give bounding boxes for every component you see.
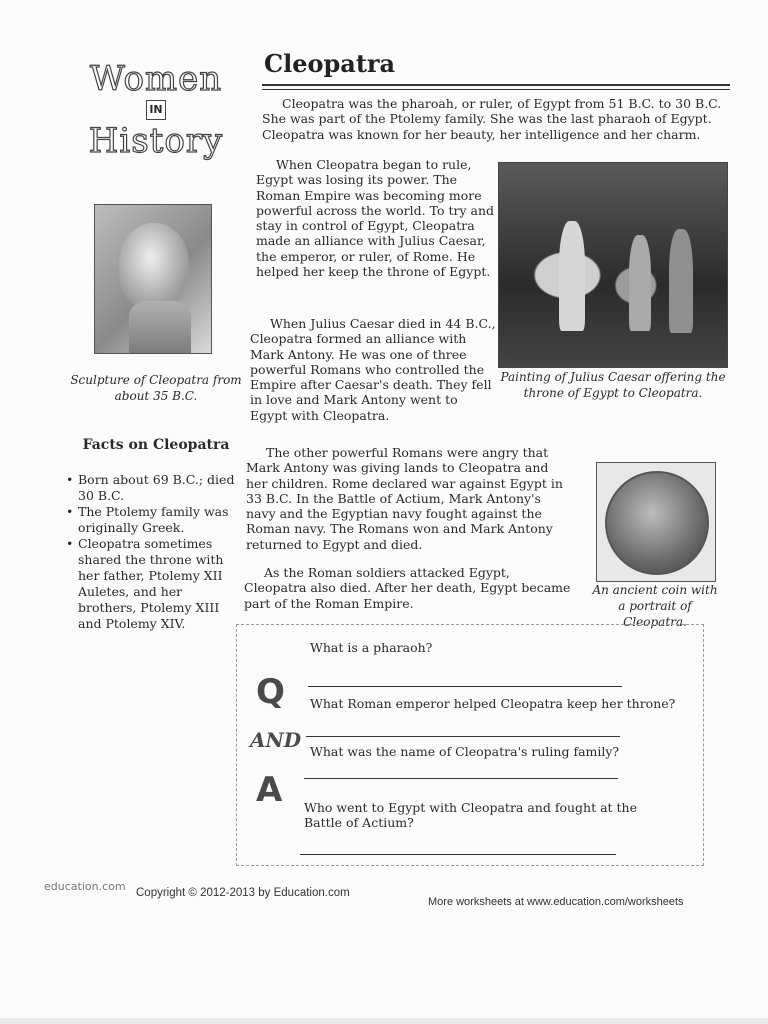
article-paragraph-5: As the Roman soldiers attacked Egypt, Cleopatra also died. After her death, Egypt became part of the Roman Empire. xyxy=(244,565,571,611)
copyright-text: Copyright © 2012-2013 by Education.com xyxy=(136,887,350,899)
sculpture-caption: Sculpture of Cleopatra from about 35 B.C. xyxy=(70,373,242,403)
article-paragraph-2: When Cleopatra began to rule, Egypt was losing its power. The Roman Empire was becoming more powerful across the world. To try and stay in control of Egypt, Cleopatra made an alliance with Julius Caesar, the emperor, or ruler, of Rome. He helped her keep the throne of Egypt. xyxy=(256,157,495,280)
question-3: What was the name of Cleopatra's ruling family? xyxy=(310,744,620,759)
question-1: What is a pharaoh? xyxy=(310,640,433,655)
logo-word-in: IN xyxy=(146,100,166,120)
women-in-history-logo xyxy=(70,60,242,160)
answer-line-2[interactable] xyxy=(306,736,620,737)
title-divider xyxy=(262,84,730,90)
facts-list xyxy=(66,472,236,632)
question-2: What Roman emperor helped Cleopatra keep her throne? xyxy=(310,696,676,711)
article-paragraph-4: The other powerful Romans were angry that Mark Antony was giving lands to Cleopatra and her children. Rome declared war against Egypt in 33 B.C. In the Battle of Actium, Mark Antony's navy and the Egyptian navy fought against the Roman navy. The Romans won and Mark Antony returned to Egypt and died. xyxy=(246,445,563,552)
painting-image xyxy=(498,162,728,368)
qa-letter-a: A xyxy=(256,770,283,810)
article-paragraph-3: When Julius Caesar died in 44 B.C., Cleopatra formed an alliance with Mark Antony. He was one of three powerful Romans who controlled the Empire after Caesar's death. They fell in love and Mark Antony went to Egypt with Cleopatra. xyxy=(250,316,496,423)
qa-letter-and: AND xyxy=(250,728,302,752)
education-com-logo: education.com xyxy=(44,880,126,893)
painting-figure xyxy=(669,229,693,333)
sculpture-head-shape xyxy=(119,223,189,309)
painting-figure xyxy=(629,235,651,331)
fact-item: • The Ptolemy family was originally Greek. xyxy=(66,504,236,536)
question-4: Who went to Egypt with Cleopatra and fought at the Battle of Actium? xyxy=(304,800,638,830)
sculpture-neck-shape xyxy=(129,301,191,353)
fact-item: • Cleopatra sometimes shared the throne with her father, Ptolemy XII Auletes, and her brothers, Ptolemy XIII and Ptolemy XIV. xyxy=(66,536,236,632)
coin-shape xyxy=(605,471,709,575)
logo-word-women: Women xyxy=(89,59,223,99)
answer-line-4[interactable] xyxy=(300,854,616,855)
answer-line-1[interactable] xyxy=(308,686,622,687)
fact-item: • Born about 69 B.C.; died 30 B.C. xyxy=(66,472,236,504)
facts-heading: Facts on Cleopatra xyxy=(82,437,230,453)
answer-line-3[interactable] xyxy=(304,778,618,779)
more-worksheets-text: More worksheets at www.education.com/worksheets xyxy=(428,896,684,908)
coin-image xyxy=(596,462,716,582)
coin-caption: An ancient coin with a portrait of Cleopatra. xyxy=(592,583,718,629)
article-title: Cleopatra xyxy=(264,49,396,78)
painting-figure xyxy=(559,221,585,331)
article-paragraph-1: Cleopatra was the pharoah, or ruler, of Egypt from 51 B.C. to 30 B.C. She was part of the Ptolemy family. She was the last pharaoh of Egypt. Cleopatra was known for her beauty, her intelligence and her charm. xyxy=(262,96,722,142)
logo-word-history: History xyxy=(88,121,224,161)
qa-letter-q: Q xyxy=(256,672,285,712)
page-bottom-edge xyxy=(0,1018,768,1024)
painting-caption: Painting of Julius Caesar offering the throne of Egypt to Cleopatra. xyxy=(500,370,726,400)
sculpture-image xyxy=(94,204,212,354)
